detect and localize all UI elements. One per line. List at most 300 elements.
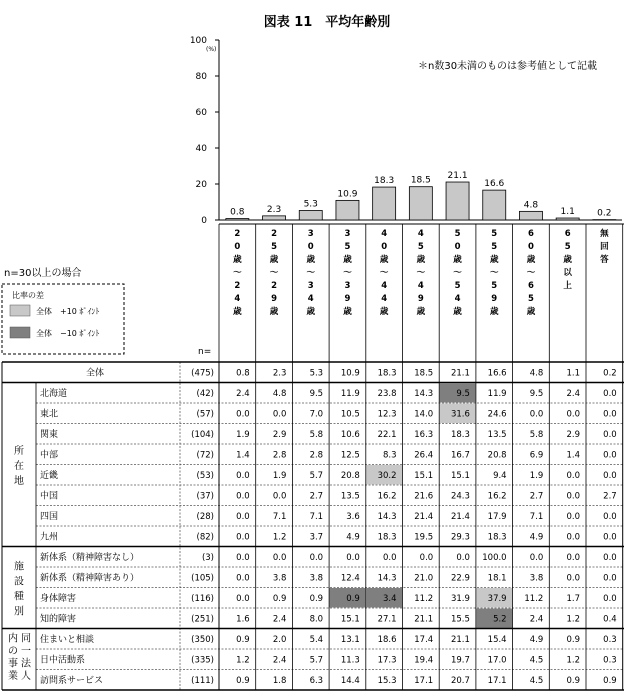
category-label-char: 9 [271,294,278,304]
category-label-char: 0 [234,242,241,252]
table-cell: 17.4 [414,634,434,645]
table-cell: 0.0 [603,593,617,604]
legend-label-low: 全体 −10 ﾎﾟｲﾝﾄ [36,329,100,338]
sample-size-note: ＊n数30未満のものは参考値として記載 [418,61,598,72]
table-cell: 2.4 [566,388,580,399]
category-label-char: 歳 [563,255,572,265]
n30-label: n=30以上の場合 [4,268,82,279]
table-cell: 13.5 [487,429,507,440]
category-label-char: 歳 [489,307,499,317]
table-cell: 11.3 [340,655,360,666]
table-cell: 31.6 [450,409,470,420]
category-label-char: 9 [344,294,351,304]
table-cell: 2.9 [272,429,287,440]
category-label-char: ～ [526,268,536,278]
table-cell: 19.5 [414,532,434,543]
category-label-char: 4 [307,294,314,304]
table-cell: 14.4 [340,675,360,686]
category-label-char: 3 [344,229,351,239]
table-cell: 0.0 [603,532,617,543]
table-cell: 21.4 [450,511,470,522]
table-cell: 17.9 [487,511,507,522]
table-cell: 0.3 [603,655,617,666]
table-cell: 16.7 [450,450,470,461]
table-cell: 1.1 [566,368,580,379]
category-label-char: 0 [307,242,314,252]
table-cell: 4.9 [346,532,360,543]
table-cell: 0.0 [603,573,617,584]
category-label-char: 上 [563,281,572,291]
table-cell: 0.0 [603,388,617,399]
table-cell: 4.5 [529,675,544,686]
table-cell: 13.1 [340,634,360,645]
row-label: 中部 [40,450,59,461]
table-cell: 0.0 [603,429,617,440]
bar-value-label: 16.6 [484,179,505,190]
table-cell: 0.3 [603,634,617,645]
bar [409,187,432,220]
table-cell: 0.0 [566,511,580,522]
bar-value-label: 0.8 [230,207,245,218]
table-cell: 11.2 [414,593,434,604]
row-n: (251) [191,614,214,625]
category-label-char: 5 [564,242,571,252]
row-label: 関東 [40,429,59,440]
table-cell: 1.7 [566,593,580,604]
table-cell: 21.6 [414,491,434,502]
group-label-char: 内 [8,633,18,645]
table-cell: 14.3 [414,388,434,399]
table-cell: 0.0 [236,593,250,604]
legend [2,284,124,354]
category-label-char: 歳 [453,255,462,265]
row-n: (3) [201,552,214,563]
bar-value-label: 0.2 [597,208,612,219]
y-tick-label: 20 [195,180,207,190]
category-label-char: 4 [234,294,241,304]
row-label: 訪問系サービス [40,675,104,686]
category-label-char: 歳 [306,255,316,265]
table-cell: 0.0 [603,552,617,563]
legend-swatch-low [10,327,30,338]
table-cell: 16.3 [414,429,434,440]
table-cell: 2.7 [603,491,617,502]
category-label-char: 歳 [416,307,426,317]
category-label-char: 以 [563,268,572,278]
group-label-char: 所 [14,446,24,457]
table-cell: 24.3 [450,491,470,502]
table-cell: 0.0 [566,470,580,481]
table-cell: 0.9 [603,675,617,686]
table-cell: 26.4 [414,450,434,461]
table-cell: 3.8 [272,573,287,584]
bar-value-label: 21.1 [447,171,468,182]
table-cell: 10.9 [340,368,360,379]
table-cell: 14.0 [414,409,434,420]
category-label-char: 0 [454,242,461,252]
row-n: (57) [196,409,214,420]
category-label-char: 5 [417,242,424,252]
table-cell: 0.0 [236,552,250,563]
table-cell: 0.9 [272,593,287,604]
category-label-char: 2 [271,281,278,291]
group-label-char: 別 [14,606,24,618]
y-tick-label: 0 [201,216,207,226]
table-cell: 29.3 [450,532,470,543]
table-cell: 1.9 [529,470,544,481]
category-label-char: 5 [491,242,498,252]
row-n: (28) [196,511,214,522]
category-label-char: ～ [343,268,352,278]
table-cell: 0.9 [346,593,360,604]
category-label-char: 5 [454,281,461,291]
table-cell: 2.7 [529,491,544,502]
category-label-char: 歳 [343,307,352,317]
table-cell: 1.2 [236,655,250,666]
row-n: (72) [196,450,214,461]
category-label-char: 歳 [343,255,352,265]
table-cell: 8.3 [382,450,397,461]
bar [226,219,249,220]
category-label-char: ～ [269,268,279,278]
row-label: 日中活動系 [40,655,86,666]
category-label-char: 答 [600,255,609,265]
row-n: (116) [191,593,214,604]
table-cell: 4.9 [529,532,544,543]
bar [299,210,322,220]
table-cell: 0.0 [272,491,287,502]
table-cell: 5.3 [309,368,324,379]
table-cell: 0.0 [603,450,617,461]
row-label: 九州 [40,532,59,543]
table-cell: 0.0 [236,470,250,481]
group-label-char: 在 [14,461,24,472]
table-cell: 0.0 [529,552,544,563]
bar [336,200,359,220]
table-cell: 23.8 [377,388,397,399]
table-cell: 1.2 [272,532,287,543]
n-label: n= [198,347,212,357]
table-cell: 0.9 [309,593,324,604]
category-label-char: 6 [564,229,571,239]
table-cell: 0.0 [236,491,250,502]
group-label-char: 設 [14,576,24,588]
table-cell: 2.4 [236,388,250,399]
table-cell: 5.7 [309,655,324,666]
row-label: 新体系（精神障害あり） [40,573,140,584]
table-cell: 0.0 [272,409,287,420]
table-cell: 1.8 [272,675,287,686]
table-cell: 13.5 [340,491,360,502]
table-cell: 0.9 [566,634,580,645]
table-cell: 20.7 [450,675,470,686]
table-cell: 0.0 [419,552,434,563]
category-label-char: 5 [271,242,278,252]
table-cell: 10.5 [340,409,360,420]
table-cell: 2.9 [566,429,580,440]
row-label: 北海道 [40,388,68,399]
table-cell: 9.4 [493,470,507,481]
table-cell: 2.4 [529,614,544,625]
category-label-char: 4 [454,294,461,304]
table-cell: 0.0 [529,409,544,420]
bar-value-label: 1.1 [560,207,575,218]
table-cell: 0.0 [309,552,324,563]
category-label-char: 6 [527,281,534,291]
category-label-char: 無 [600,229,609,239]
category-label-char: 歳 [379,255,389,265]
legend-swatch-high [10,305,30,316]
table-cell: 27.1 [377,614,397,625]
table-cell: 9.5 [309,388,324,399]
y-unit-label: (%) [206,46,217,53]
table-cell: 11.2 [524,593,544,604]
row-label: 身体障害 [40,593,77,604]
category-label-char: 歳 [526,255,536,265]
table-cell: 3.6 [346,511,360,522]
category-label-char: 4 [381,281,388,291]
category-label-char: 3 [307,229,314,239]
table-cell: 1.4 [566,450,580,461]
table-cell: 15.5 [450,614,470,625]
table-cell: 0.8 [236,368,250,379]
table-cell: 0.0 [346,552,360,563]
table-cell: 22.1 [377,429,397,440]
table-cell: 17.3 [377,655,397,666]
row-n: (335) [191,655,214,666]
group-label-char: の [8,646,18,657]
row-n: (104) [191,429,214,440]
table-cell: 15.1 [450,470,470,481]
y-tick-label: 80 [195,72,207,82]
table-cell: 3.8 [529,573,544,584]
table-cell: 6.9 [529,450,544,461]
table-cell: 10.6 [340,429,360,440]
table-cell: 17.0 [487,655,507,666]
category-label-char: ～ [306,268,316,278]
group-label-char: 施 [14,561,24,573]
table-cell: 0.0 [272,552,287,563]
category-label-char: 6 [527,229,534,239]
category-label-char: ～ [416,268,426,278]
category-label-char: 4 [417,229,424,239]
category-label-char: 5 [491,281,498,291]
table-cell: 5.7 [309,470,324,481]
category-label-char: 9 [491,294,498,304]
category-label-char: 3 [307,281,314,291]
table-cell: 21.1 [450,368,470,379]
table-cell: 37.9 [487,593,507,604]
table-cell: 21.1 [450,634,470,645]
table-cell: 12.3 [377,409,397,420]
category-label-char: 歳 [453,307,462,317]
group-label-char: 地 [14,476,24,487]
table-cell: 2.4 [272,655,287,666]
group-label-char: 一 [21,646,31,657]
table-cell: 5.4 [309,634,324,645]
table-cell: 0.0 [566,573,580,584]
table-cell: 7.1 [529,511,544,522]
row-n: (53) [196,470,214,481]
bar [556,218,579,220]
bar [483,190,506,220]
category-label-char: 歳 [269,307,279,317]
category-label-char: 歳 [489,255,499,265]
table-cell: 0.0 [603,470,617,481]
table-cell: 17.1 [414,675,434,686]
row-label: 四国 [40,511,59,522]
category-label-char: 歳 [379,307,389,317]
table-cell: 1.2 [566,614,580,625]
legend-title: 比率の差 [12,291,44,300]
table-cell: 5.8 [309,429,324,440]
table-cell: 20.8 [340,470,360,481]
table-cell: 9.5 [456,388,470,399]
table-cell: 7.1 [309,511,324,522]
table-cell: 0.9 [566,675,580,686]
table-cell: 0.0 [603,409,617,420]
table-cell: 0.0 [566,409,580,420]
category-label-char: 歳 [233,255,242,265]
row-label: 新体系（精神障害なし） [40,552,140,563]
table-cell: 3.7 [309,532,324,543]
row-n: (37) [196,491,214,502]
category-label-char: 3 [344,281,351,291]
table-cell: 0.0 [236,573,250,584]
table-cell: 14.3 [377,511,397,522]
bar-value-label: 18.5 [410,175,431,186]
bar-value-label: 2.3 [266,204,282,215]
table-cell: 11.9 [487,388,507,399]
table-cell: 0.0 [603,511,617,522]
table-cell: 1.6 [236,614,250,625]
row-label: 全体 [85,368,105,379]
table-cell: 2.7 [309,491,324,502]
group-label-char: 人 [21,671,31,682]
bar-value-label: 10.9 [337,189,358,200]
table-cell: 19.4 [414,655,434,666]
group-label-char: 事 [8,658,18,670]
table-cell: 100.0 [482,552,507,563]
category-label-char: 4 [381,294,388,304]
table-cell: 12.5 [340,450,360,461]
table-cell: 30.2 [377,470,397,481]
row-n: (475) [191,368,214,379]
table-cell: 0.0 [236,511,250,522]
category-label-char: ～ [379,268,389,278]
group-label-char: 同 [21,633,31,645]
table-cell: 14.3 [377,573,397,584]
group-label-char: 法 [21,658,31,670]
legend-label-high: 全体 +10 ﾎﾟｲﾝﾄ [36,307,100,316]
table-cell: 0.0 [382,552,397,563]
table-cell: 1.9 [236,429,250,440]
table-cell: 4.5 [529,655,544,666]
category-label-char: 2 [271,229,278,239]
table-cell: 2.8 [272,450,287,461]
table-cell: 18.6 [377,634,397,645]
table-cell: 21.4 [414,511,434,522]
row-label: 東北 [40,409,59,420]
category-label-char: 2 [234,281,241,291]
category-label-char: 9 [417,294,424,304]
table-cell: 21.1 [414,614,434,625]
category-label-char: 0 [527,242,534,252]
table-cell: 4.8 [272,388,287,399]
table-cell: 18.3 [377,532,397,543]
category-label-char: 歳 [269,255,279,265]
bar-value-label: 5.3 [303,199,318,210]
chart-title: 図表 11 平均年齢別 [263,15,391,30]
row-label: 近畿 [40,470,59,481]
table-cell: 16.6 [487,368,507,379]
row-n: (350) [191,634,214,645]
category-label-char: 5 [491,229,498,239]
table-cell: 24.6 [487,409,507,420]
table-cell: 1.9 [272,470,287,481]
table-cell: 15.3 [377,675,397,686]
table-cell: 12.4 [340,573,360,584]
table-cell: 22.9 [450,573,470,584]
row-n: (105) [191,573,214,584]
table-cell: 19.7 [450,655,470,666]
category-label-char: 歳 [233,307,242,317]
category-label-char: 5 [344,242,351,252]
table-cell: 0.0 [236,409,250,420]
category-label-char: ～ [489,268,499,278]
table-cell: 3.8 [309,573,324,584]
category-label-char: 2 [234,229,241,239]
table-cell: 31.9 [450,593,470,604]
table-cell: 6.3 [309,675,324,686]
table-cell: 18.5 [414,368,434,379]
table-cell: 18.3 [377,368,397,379]
table-cell: 18.1 [487,573,507,584]
table-cell: 17.1 [487,675,507,686]
bar [263,216,286,220]
table-cell: 4.8 [529,368,544,379]
table-cell: 16.2 [487,491,507,502]
row-n: (111) [191,675,214,686]
category-label-char: 5 [454,229,461,239]
bar [519,211,542,220]
table-cell: 0.9 [236,675,250,686]
category-label-char: ～ [453,268,462,278]
table-cell: 2.0 [272,634,287,645]
row-label: 知的障害 [40,614,77,625]
bar [373,187,396,220]
table-cell: 5.2 [493,614,507,625]
bar-value-label: 4.8 [523,200,539,211]
table-cell: 9.5 [529,388,544,399]
table-cell: 4.9 [529,634,544,645]
category-label-char: 回 [600,242,609,252]
table-cell: 0.0 [566,532,580,543]
category-label-char: 歳 [416,255,426,265]
bar [446,182,469,220]
category-label-char: 4 [381,229,388,239]
y-tick-label: 40 [195,144,207,154]
table-cell: 15.1 [340,614,360,625]
table-cell: 0.0 [566,491,580,502]
table-cell: 0.4 [603,614,617,625]
row-label: 中国 [40,491,59,502]
table-cell: 15.1 [414,470,434,481]
table-cell: 0.0 [236,532,250,543]
category-label-char: 5 [527,294,534,304]
table-cell: 18.3 [487,532,507,543]
table-cell: 5.8 [529,429,544,440]
